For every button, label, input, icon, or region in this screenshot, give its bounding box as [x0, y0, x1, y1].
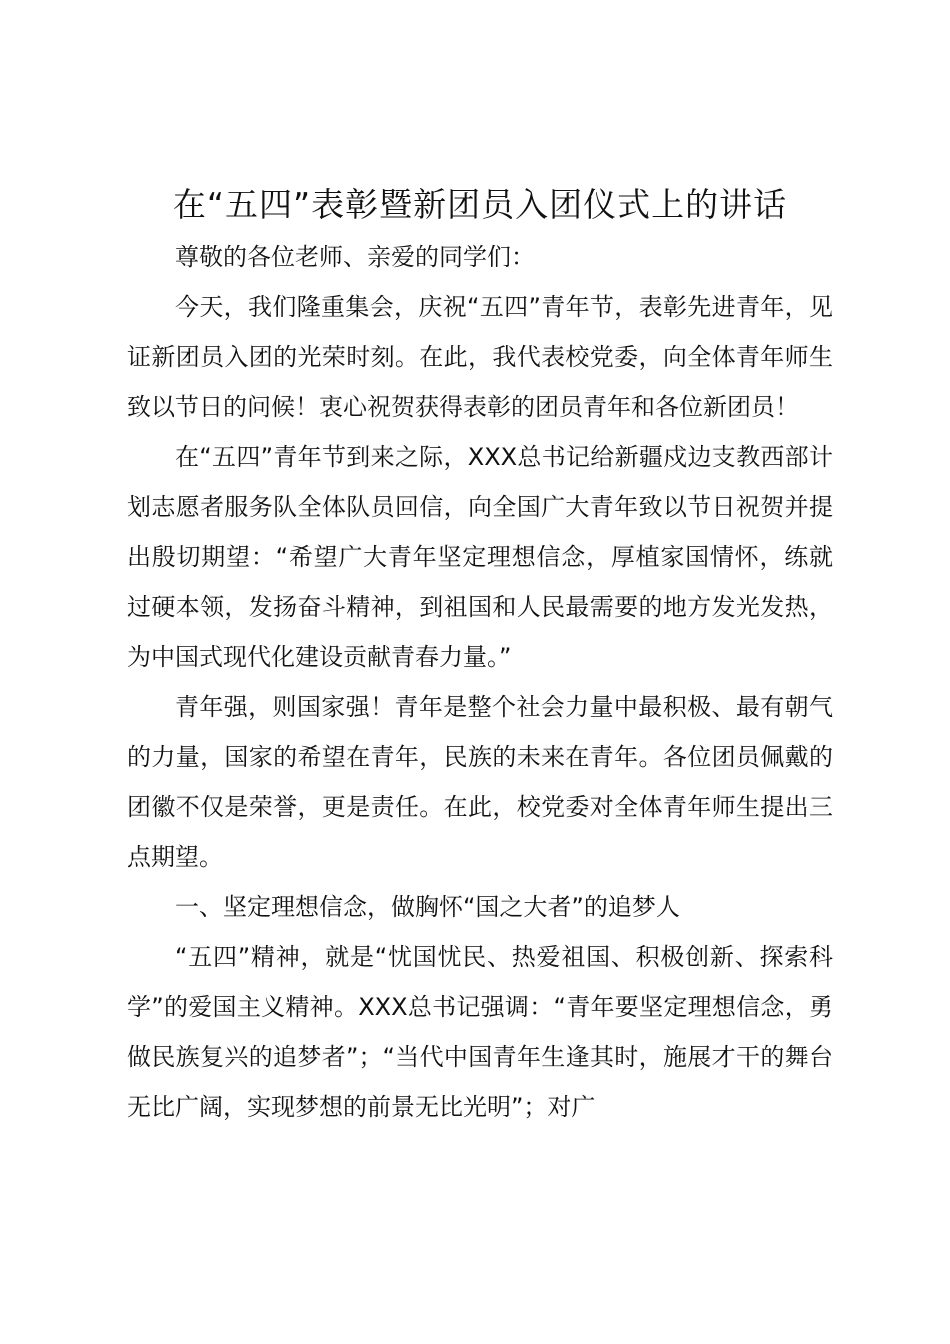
salutation: 尊敬的各位老师、亲爱的同学们：: [175, 243, 535, 271]
section-heading-1: 一、坚定理想信念，做胸怀“国之大者”的追梦人: [175, 893, 680, 921]
document-title: 在“五四”表彰暨新团员入团仪式上的讲话: [172, 185, 788, 224]
document-body: [127, 232, 833, 1132]
paragraph-reply-letter: 在“五四”青年节到来之际，XXX总书记给新疆戍边支教西部计划志愿者服务队全体队员回信，向全国广大青年致以节日祝贺并提出殷切期望：“希望广大青年坚定理想信念，厚植家国情怀，练就过硬本领，发扬奋斗精神，到祖国和人民最需要的地方发光发热，为中国式现代化建设贡献青春力量。”: [127, 443, 833, 671]
paragraph-may-fourth-spirit: “五四”精神，就是“忧国忧民、热爱祖国、积极创新、探索科学”的爱国主义精神。XXX总书记强调：“青年要坚定理想信念，勇做民族复兴的追梦者”；“当代中国青年生逢其时，施展才干的舞台无比广阔，实现梦想的前景无比光明”；对广: [127, 943, 833, 1121]
paragraph-youth-strong: 青年强，则国家强！青年是整个社会力量中最积极、最有朝气的力量，国家的希望在青年，民族的未来在青年。各位团员佩戴的团徽不仅是荣誉，更是责任。在此，校党委对全体青年师生提出三点期望。: [127, 693, 833, 871]
paragraph-opening: 今天，我们隆重集会，庆祝“五四”青年节，表彰先进青年，见证新团员入团的光荣时刻。在此，我代表校党委，向全体青年师生致以节日的问候！衷心祝贺获得表彰的团员青年和各位新团员！: [127, 293, 833, 421]
